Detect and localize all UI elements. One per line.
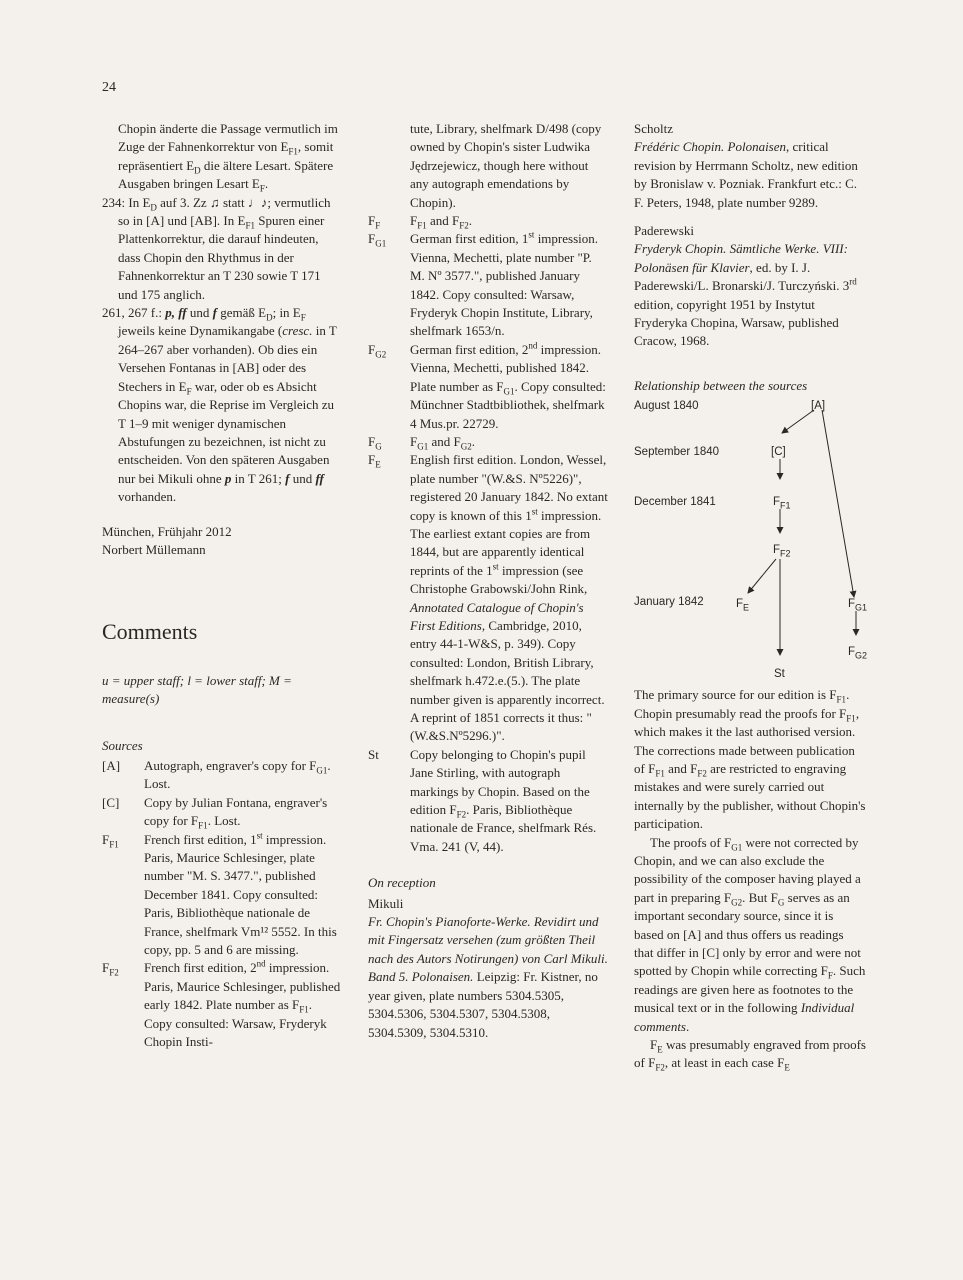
source-stemma-diagram (634, 397, 866, 682)
source-FE: $F_E$ English first edition. London, Wessel, plate number "(W.&S. Nº5226)", registered 20 January 1842. No extant copy is known of this 1st impression. The earliest extant copies are from 1844, but are apparently identical reprints of the 1st impression (see Christophe Grabowski/John Rink, Annotated Catalogue of Chopin's First Editions, Cambridge, 2010, entry 44-1-W&S, p. 349). Copy consulted: London, British Library, shelfmark h.472.e.(5.). The plate number given is apparently incorrect. A reprint of 1851 corrects it thus: "(W.&S.Nº5296.)". (368, 452, 608, 744)
node-FG2: $F_{G2}$ (848, 646, 868, 661)
column-middle (368, 120, 608, 1042)
stemma-arrows (634, 397, 866, 682)
signature-mark (102, 559, 342, 589)
scholtz-name: Scholtz (634, 121, 673, 136)
author-name: Norbert Müllemann (102, 541, 206, 557)
source-FG1: $F_{G1}$ German first edition, 1st impression. Vienna, Mechetti, plate number "P. M. Nº 3577.", published January 1842. Copy consulted: Warsaw, Fryderyk Chopin Institute, Library, shelfmark 1653/n. (368, 230, 598, 339)
reception-heading: On reception (368, 875, 436, 891)
node-A: [A] (811, 400, 826, 413)
comments-heading: Comments (102, 619, 198, 645)
date-label: January 1842 (634, 596, 704, 609)
source-C: [C] Copy by Julian Fontana, engraver's copy for $F_{F1}$. Lost. (102, 794, 328, 831)
source-FG: $F_G$ $F_{G1}$ and $F_{G2}$. (368, 433, 475, 452)
source-St: St Copy belonging to Chopin's pupil Jane Stirling, with autograph markings by Chopin. Based on the edition $F_{F2}$. Paris, Bibliothèque nationale de France, shelfmark Rés. Vma. 241 (V, 44). (368, 746, 597, 854)
node-FG1: $F_{G1}$ (848, 598, 868, 613)
date-label: December 1841 (634, 496, 716, 509)
sources-heading: Sources (102, 737, 143, 753)
node-FE: $F_E$ (736, 598, 750, 613)
note-261: 261, 267 f.: p, ff und f gemäß $E_D$; in $E_F$ jeweils keine Dynamikangabe (cresc. in T 264–267 aber vorhanden). Ob dies ein Versehen Fontanas in [AB] oder des Stechers in $E_F$ war, oder ob es Absicht Chopins war, die Reprise im Vergleich zu T 1–9 mit weniger dynamischen Abstufungen zu bezeichnen, ist nicht zu entscheiden. Von den späteren Ausgaben nur bei Mikuli ohne p in T 261; f und ff vorhanden. (102, 305, 337, 505)
column-right (634, 120, 866, 1073)
node-FF1: $F_{F1}$ (773, 496, 791, 511)
source-FF2: $F_{F2}$ French first edition, 2nd impression. Paris, Maurice Schlesinger, published early 1842. Plate number as $F_{F1}$. Copy consulted: Warsaw, Fryderyk Chopin Insti- (102, 959, 341, 1050)
page-number: 24 (102, 80, 116, 95)
node-FF2: $F_{F2}$ (773, 544, 791, 559)
mikuli-entry: Fr. Chopin's Pianoforte-Werke. Revidirt und mit Fingersatz versehen (zum größten Theil nach des Autors Notirungen) von Carl Mikuli. Band 5. Polonaisen. Leipzig: Fr. Kistner, no year given, plate numbers 5304.5305, 5304.5306, 5304.5307, 5304.5308, 5304.5309, 5304.5310. (368, 914, 608, 1040)
mikuli-name: Mikuli (368, 895, 404, 911)
paragraph-proofs: The proofs of $F_{G1}$ were not corrected by Chopin, and we can also exclude the possibility of the composer having played a part in preparing $F_{G2}$. But $F_G$ serves as an important secondary source, since it is based on [A] and thus offers us readings that differ in [C] only by error and were not spotted by Chopin while correcting $F_F$. Such readings are given here as footnotes to the musical text or in the following Individual comments. (634, 834, 866, 1034)
node-St: St (774, 668, 785, 681)
place-date: München, Frühjahr 2012 (102, 523, 232, 539)
date-label: August 1840 (634, 400, 699, 413)
date-label: September 1840 (634, 446, 720, 459)
node-C: [C] (771, 446, 786, 459)
column-left (102, 120, 342, 1051)
paderewski-entry: Fryderyk Chopin. Sämtliche Werke. VIII: Polonäsen für Klavier, ed. by I. J. Paderewski/L. Bronarski/J. Turczyński. 3rd edition, copyright 1951 by Instytut Fryderyka Chopina, Warsaw, published Cracow, 1968. (634, 241, 857, 349)
relationship-heading: Relationship between the sources (634, 377, 808, 393)
note-234: 234: In $E_D$ auf 3. Zz ♫ statt ♩♪; vermutlich so in [A] und [AB]. In $E_{F1}$ Spuren einer Plattenkorrektur, die darauf hindeuten, dass Chopin den Rhythmus in der Fahnenkorrektur an T 230 sowie T 171 und 175 anglich. (102, 194, 331, 302)
source-FF2-continued: tute, Library, shelfmark D/498 (copy owned by Chopin's sister Ludwika Jędrzejewicz, though here without any autograph emendations by Chopin). (410, 121, 602, 210)
paragraph-primary-source: The primary source for our edition is $F_{F1}$. Chopin presumably read the proofs for $F_{F1}$, which makes it the last authorised version. The corrections made between publication of $F_{F1}$ and $F_{F2}$ are restricted to engraving mistakes and were surely carried out internally by the publisher, without Chopin's participation. (634, 687, 866, 832)
source-A: [A] Autograph, engraver's copy for $F_{G1}$. Lost. (102, 757, 331, 792)
source-FG2: $F_{G2}$ German first edition, 2nd impression. Vienna, Mechetti, published 1842. Plate number as $F_{G1}$. Copy consulted: Münchner Stadtbibliothek, shelfmark 4 Mus.pr. 22729. (368, 340, 606, 431)
paderewski-name: Paderewski (634, 223, 694, 239)
source-FF1: $F_{F1}$ French first edition, 1st impression. Paris, Maurice Schlesinger, plate number "M. S. 3477.", published December 1841. Copy consulted: Paris, Bibliothèque nationale de France, shelfmark Vm¹² 5552. In this copy, pp. 5 and 6 are missing. (102, 830, 337, 958)
source-FF: $F_F$ $F_{F1}$ and $F_{F2}$. (368, 213, 473, 231)
scholtz-entry: Frédéric Chopin. Polonaisen, critical revision by Herrmann Scholtz, new edition by Bronislaw v. Pozniak. Frankfurt etc.: C. F. Peters, 1948, plate number 9289. (634, 139, 858, 210)
paragraph-passage: Chopin änderte die Passage vermutlich im Zuge der Fahnenkorrektur von $E_{F1}$, somit repräsentiert $E_D$ die ältere Lesart. Spätere Ausgaben bringen Lesart $E_F$. (118, 121, 338, 194)
abbreviations: u = upper staff; l = lower staff; M = measure(s) (102, 672, 292, 707)
paragraph-fe: $F_E$ was presumably engraved from proofs of $F_{F2}$, at least in each case $F_E$ (634, 1037, 866, 1073)
